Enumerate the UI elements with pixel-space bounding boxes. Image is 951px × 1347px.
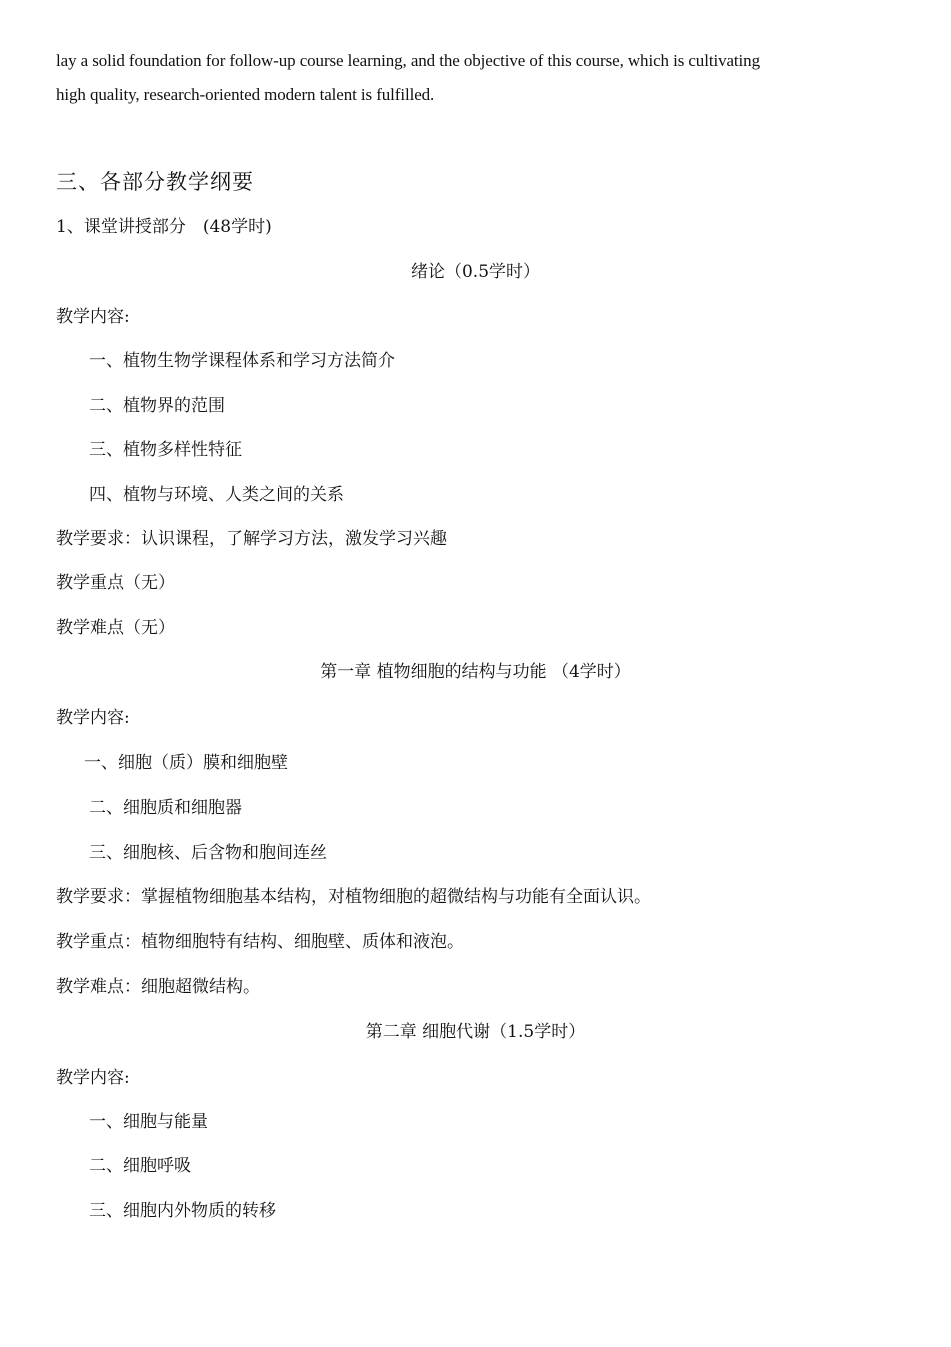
chapter1-difficulties: 教学难点：细胞超微结构。	[56, 977, 260, 997]
chapter1-key-points: 教学重点：植物细胞特有结构、细胞壁、质体和液泡。	[56, 932, 464, 952]
intro-item-4: 四、植物与环境、人类之间的关系	[89, 485, 344, 505]
intro-chapter-title: 绪论（0.5学时）	[410, 262, 541, 282]
section-heading: 三、各部分教学纲要	[56, 170, 254, 194]
chapter1-title: 第一章 植物细胞的结构与功能 （4学时）	[320, 662, 631, 682]
chapter1-item-3: 三、细胞核、后含物和胞间连丝	[89, 843, 327, 863]
part1-heading: 1、课堂讲授部分 (48学时)	[56, 217, 272, 237]
intro-item-2: 二、植物界的范围	[89, 396, 225, 416]
chapter1-requirement: 教学要求：掌握植物细胞基本结构，对植物细胞的超微结构与功能有全面认识。	[56, 887, 651, 907]
chapter1-item-2: 二、细胞质和细胞器	[89, 798, 242, 818]
intro-difficulties: 教学难点（无）	[56, 618, 175, 638]
intro-item-1: 一、植物生物学课程体系和学习方法简介	[89, 351, 395, 371]
chapter2-item-1: 一、细胞与能量	[89, 1112, 208, 1132]
intro-content-label: 教学内容:	[56, 307, 130, 327]
chapter2-title: 第二章 细胞代谢（1.5学时）	[365, 1022, 586, 1042]
intro-key-points: 教学重点（无）	[56, 573, 175, 593]
intro-text-line-1: lay a solid foundation for follow-up course learning, and the objective of this course, which is cultivating	[56, 51, 760, 70]
intro-item-3: 三、植物多样性特征	[89, 440, 242, 460]
chapter1-item-1: 一、细胞（质）膜和细胞壁	[84, 753, 288, 773]
chapter2-item-3: 三、细胞内外物质的转移	[89, 1201, 276, 1221]
intro-requirement: 教学要求：认识课程，了解学习方法，激发学习兴趣	[56, 529, 447, 549]
intro-text-line-2: high quality, research-oriented modern talent is fulfilled.	[56, 85, 435, 104]
chapter1-content-label: 教学内容:	[56, 708, 130, 728]
chapter2-item-2: 二、细胞呼吸	[89, 1156, 191, 1176]
chapter2-content-label: 教学内容:	[56, 1068, 130, 1088]
